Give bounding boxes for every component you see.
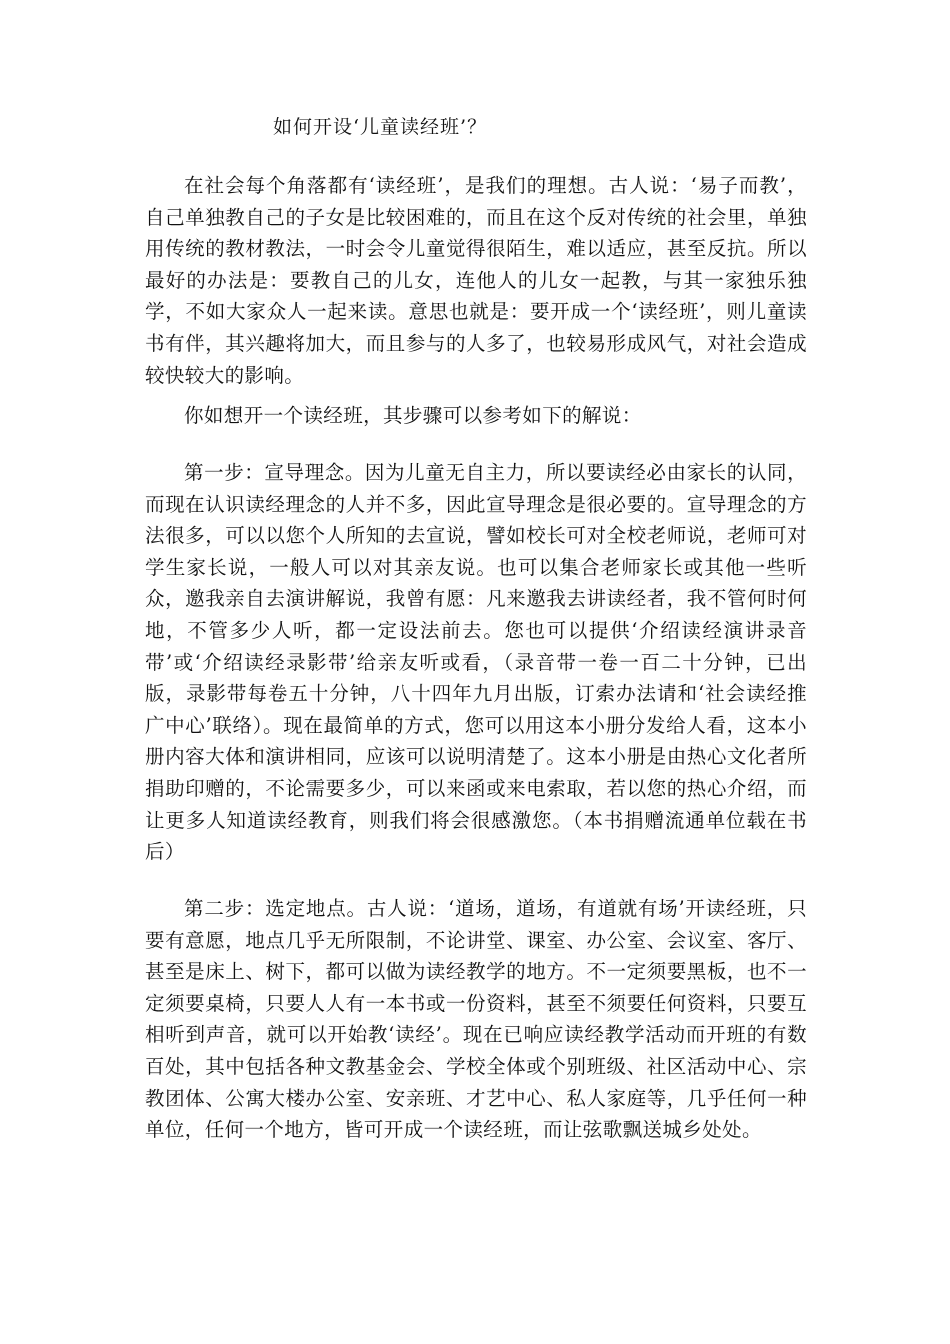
paragraph-step-two: 第二步：选定地点。古人说：‘道场，道场，有道就有场’开读经班，只要有意愿，地点几乎无所限制，不论讲堂、课室、办公室、会议室、客厅、甚至是床上、树下，都可以做为读经教学的地方。不一定须要黑板，也不一定须要桌椅，只要人人有一本书或一份资料，甚至不须要任何资料，只要互相听到声音，就可以开始教‘读经’。现在已响应读经教学活动而开班的有数百处，其中包括各种文教基金会、学校全体或个别班级、社区活动中心、宗教团体、公寓大楼办公室、安亲班、才艺中心、私人家庭等，几乎任何一种单位，任何一个地方，皆可开成一个读经班，而让弦歌飘送城乡处处。	[145, 897, 807, 1142]
document-title: 如何开设‘儿童读经班’？	[273, 116, 488, 138]
paragraph-steps-intro: 你如想开一个读经班，其步骤可以参考如下的解说：	[184, 404, 642, 427]
paragraph-reading-class-ideal: 在社会每个角落都有‘读经班’，是我们的理想。古人说：‘易子而教’，自己单独教自己的子女是比较困难的，而且在这个反对传统的社会里，单独用传统的教材教法，一时会令儿童觉得很陌生，难以适应，甚至反抗。所以最好的办法是：要教自己的儿女，连他人的儿女一起教，与其一家独乐独学，不如大家众人一起来读。意思也就是：要开成一个‘读经班’，则儿童读书有伴，其兴趣将加大，而且参与的人多了，也较易形成风气，对社会造成较快较大的影响。	[145, 174, 807, 387]
paragraph-step-one: 第一步：宣导理念。因为儿童无自主力，所以要读经必由家长的认同，而现在认识读经理念的人并不多，因此宣导理念是很必要的。宣导理念的方法很多，可以以您个人所知的去宣说，譬如校长可对全校老师说，老师可对学生家长说，一般人可以对其亲友说。也可以集合老师家长或其他一些听众，邀我亲自去演讲解说，我曾有愿：凡来邀我去讲读经者，我不管何时何地，不管多少人听，都一定设法前去。您也可以提供‘介绍读经演讲录音带’或‘介绍读经录影带’给亲友听或看，（录音带一卷一百二十分钟，已出版，录影带每卷五十分钟，八十四年九月出版，订索办法请和‘社会读经推广中心’联络）。现在最简单的方式，您可以用这本小册分发给人看，这本小册内容大体和演讲相同，应该可以说明清楚了。这本小册是由热心文化者所捐助印赠的，不论需要多少，可以来函或来电索取，若以您的热心介绍，而让更多人知道读经教育，则我们将会很感激您。（本书捐赠流通单位载在书后）	[145, 461, 807, 864]
